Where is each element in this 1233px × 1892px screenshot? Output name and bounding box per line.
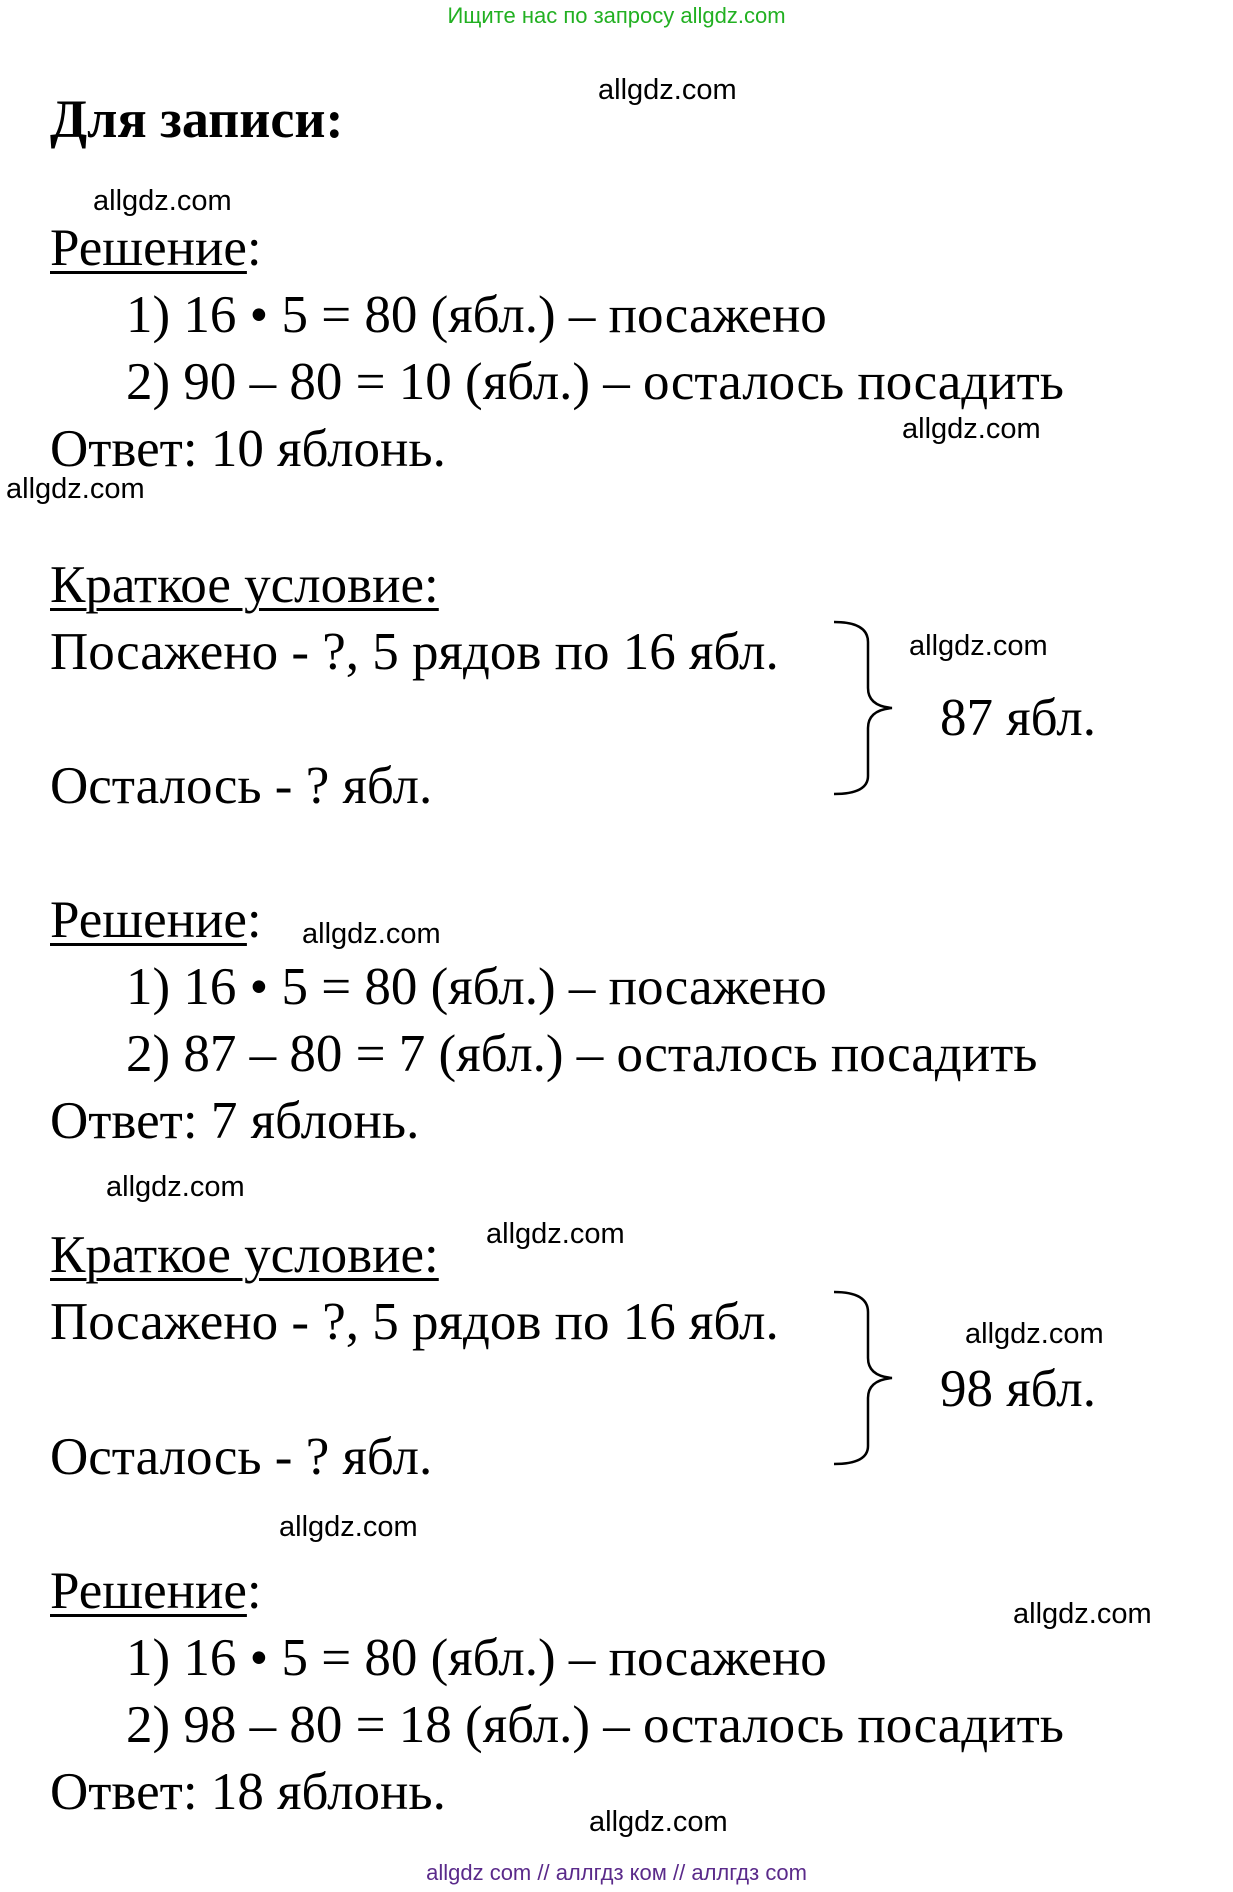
solution-step-2: 2) 98 – 80 = 18 (ябл.) – осталось посадить xyxy=(126,1696,1064,1754)
watermark: allgdz.com xyxy=(106,1171,245,1203)
watermark: allgdz.com xyxy=(598,74,737,106)
solution-colon: : xyxy=(246,219,262,277)
condition-heading: Краткое условие: xyxy=(50,556,439,614)
curly-brace-icon xyxy=(830,620,900,800)
answer-line xyxy=(50,1763,446,1821)
answer-line xyxy=(50,420,446,478)
watermark: allgdz.com xyxy=(965,1318,1104,1350)
condition-planted: Посажено - ?, 5 рядов по 16 ябл. xyxy=(50,623,779,681)
solution-step-2: 2) 90 – 80 = 10 (ябл.) – осталось посадить xyxy=(126,353,1064,411)
solution-label: Решение xyxy=(50,1562,247,1620)
solution-step-1: 1) 16 • 5 = 80 (ябл.) – посажено xyxy=(126,1629,827,1687)
condition-remaining: Осталось - ? ябл. xyxy=(50,1428,433,1486)
watermark: allgdz.com xyxy=(909,630,1048,662)
watermark: allgdz.com xyxy=(589,1806,728,1838)
watermark: allgdz.com xyxy=(6,473,145,505)
answer-line xyxy=(50,1092,420,1150)
condition-total: 98 ябл. xyxy=(940,1360,1096,1418)
answer-label: Ответ xyxy=(50,1092,183,1150)
solution-colon: : xyxy=(246,1562,262,1620)
watermark: allgdz.com xyxy=(902,413,1041,445)
answer-label: Ответ xyxy=(50,420,183,478)
answer-text: : 18 яблонь. xyxy=(182,1763,446,1821)
watermark: allgdz.com xyxy=(486,1218,625,1250)
solution-heading xyxy=(50,891,262,949)
answer-text: : 7 яблонь. xyxy=(182,1092,420,1150)
watermark: allgdz.com xyxy=(279,1511,418,1543)
watermark: allgdz.com xyxy=(302,918,441,950)
page-title: Для записи: xyxy=(50,89,344,149)
answer-label: Ответ xyxy=(50,1763,183,1821)
solution-heading xyxy=(50,219,262,277)
solution-step-1: 1) 16 • 5 = 80 (ябл.) – посажено xyxy=(126,958,827,1016)
top-banner: Ищите нас по запросу allgdz.com xyxy=(447,3,786,28)
condition-remaining: Осталось - ? ябл. xyxy=(50,757,433,815)
bottom-banner: allgdz com // аллгдз ком // аллгдз com xyxy=(426,1860,807,1885)
solution-colon: : xyxy=(246,891,262,949)
condition-heading: Краткое условие: xyxy=(50,1226,439,1284)
solution-label: Решение xyxy=(50,891,247,949)
solution-label: Решение xyxy=(50,219,247,277)
solution-step-1: 1) 16 • 5 = 80 (ябл.) – посажено xyxy=(126,286,827,344)
curly-brace-icon xyxy=(830,1290,900,1470)
condition-total: 87 ябл. xyxy=(940,689,1096,747)
watermark: allgdz.com xyxy=(1013,1598,1152,1630)
solution-step-2: 2) 87 – 80 = 7 (ябл.) – осталось посадить xyxy=(126,1025,1038,1083)
watermark: allgdz.com xyxy=(93,185,232,217)
answer-text: : 10 яблонь. xyxy=(182,420,446,478)
solution-heading xyxy=(50,1562,262,1620)
condition-planted: Посажено - ?, 5 рядов по 16 ябл. xyxy=(50,1293,779,1351)
